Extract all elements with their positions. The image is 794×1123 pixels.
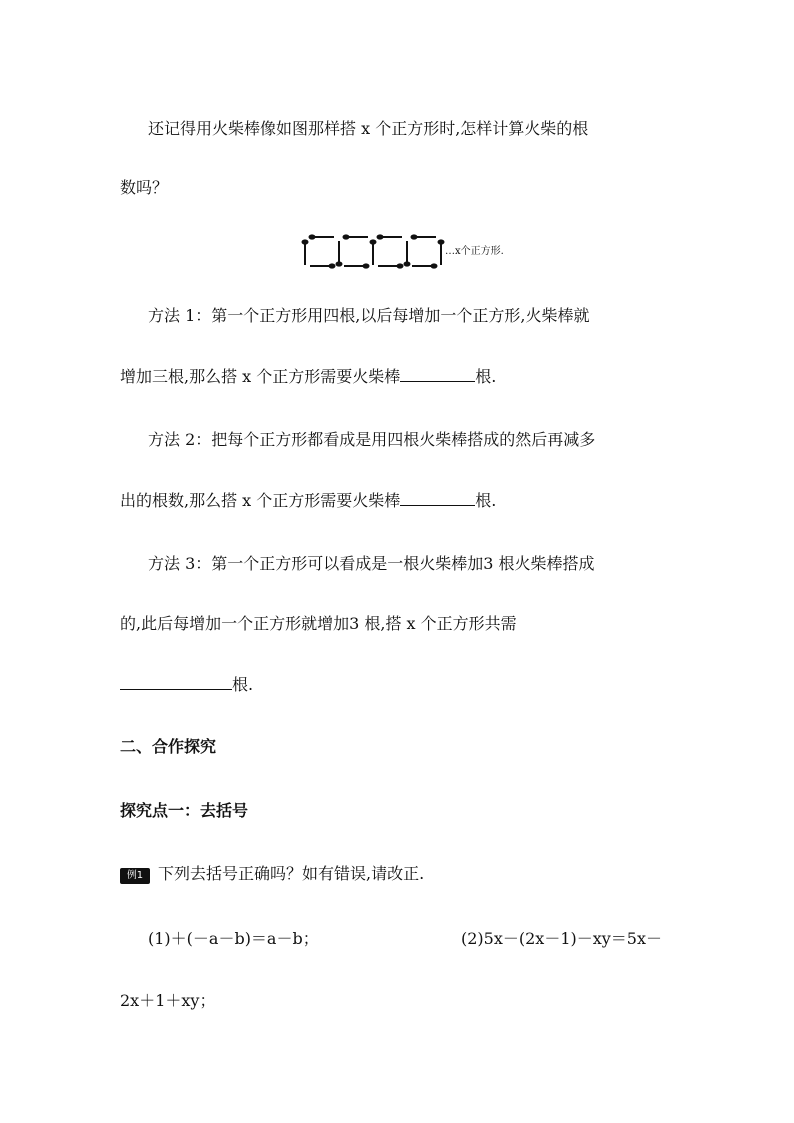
- match-head: [370, 239, 377, 244]
- answer-blank-1[interactable]: [400, 367, 475, 382]
- figure-caption: …x个正方形.: [445, 246, 504, 257]
- method3-line-2: 的,此后每增加一个正方形就增加3 根,搭 x 个正方形共需: [120, 614, 517, 633]
- match-head: [309, 234, 316, 239]
- match-head: [397, 263, 404, 268]
- method2-line-2-text: 出的根数,那么搭 x 个正方形需要火柴棒: [120, 491, 401, 510]
- example-text: 下列去括号正确吗？如有错误,请改正.: [158, 864, 425, 883]
- match-head: [302, 239, 309, 244]
- vertical-match: [338, 241, 340, 265]
- match-head: [411, 234, 418, 239]
- match-head: [438, 239, 445, 244]
- matchstick-figure: [300, 233, 540, 271]
- method1-line-2: [120, 366, 496, 388]
- method2-line-2-end: 根.: [475, 491, 497, 510]
- method2-line-2: [120, 490, 496, 512]
- vertical-match: [372, 241, 374, 265]
- method3-line-3-end: 根.: [232, 675, 254, 694]
- intro-line-2: 数吗？: [120, 178, 169, 197]
- item-2-line-1: (2)5x－(2x－1)－xy＝5x－: [461, 929, 663, 948]
- intro-line-1: 还记得用火柴棒像如图那样搭 x 个正方形时,怎样计算火柴的根: [148, 119, 589, 138]
- subsection-title: 探究点一：去括号: [120, 801, 249, 820]
- match-head: [404, 261, 411, 266]
- vertical-match: [304, 241, 306, 265]
- match-head: [377, 234, 384, 239]
- method1-line-2-end: 根.: [475, 367, 497, 386]
- item-2-line-2: 2x＋1＋xy；: [120, 991, 216, 1010]
- vertical-match: [406, 241, 408, 265]
- matchstick-squares: [302, 234, 445, 268]
- match-head: [363, 263, 370, 268]
- match-head: [336, 261, 343, 266]
- method1-line-2-text: 增加三根,那么搭 x 个正方形需要火柴棒: [120, 367, 401, 386]
- method3-line-1: 方法 3：第一个正方形可以看成是一根火柴棒加3 根火柴棒搭成: [148, 554, 595, 573]
- match-head: [343, 234, 350, 239]
- match-head: [329, 263, 336, 268]
- example-badge: 例1: [120, 868, 150, 884]
- method1-line-1: 方法 1：第一个正方形用四根,以后每增加一个正方形,火柴棒就: [148, 306, 590, 325]
- vertical-match: [440, 241, 442, 265]
- answer-blank-3[interactable]: [120, 675, 232, 690]
- section-title: 二、合作探究: [120, 737, 217, 756]
- example-line: [120, 863, 424, 885]
- method2-line-1: 方法 2：把每个正方形都看成是用四根火柴棒搭成的然后再减多: [148, 430, 596, 449]
- item-1: (1)＋(－a－b)＝a－b；: [148, 929, 319, 948]
- method3-line-3: [120, 674, 253, 696]
- answer-blank-2[interactable]: [400, 491, 475, 506]
- match-head: [431, 263, 438, 268]
